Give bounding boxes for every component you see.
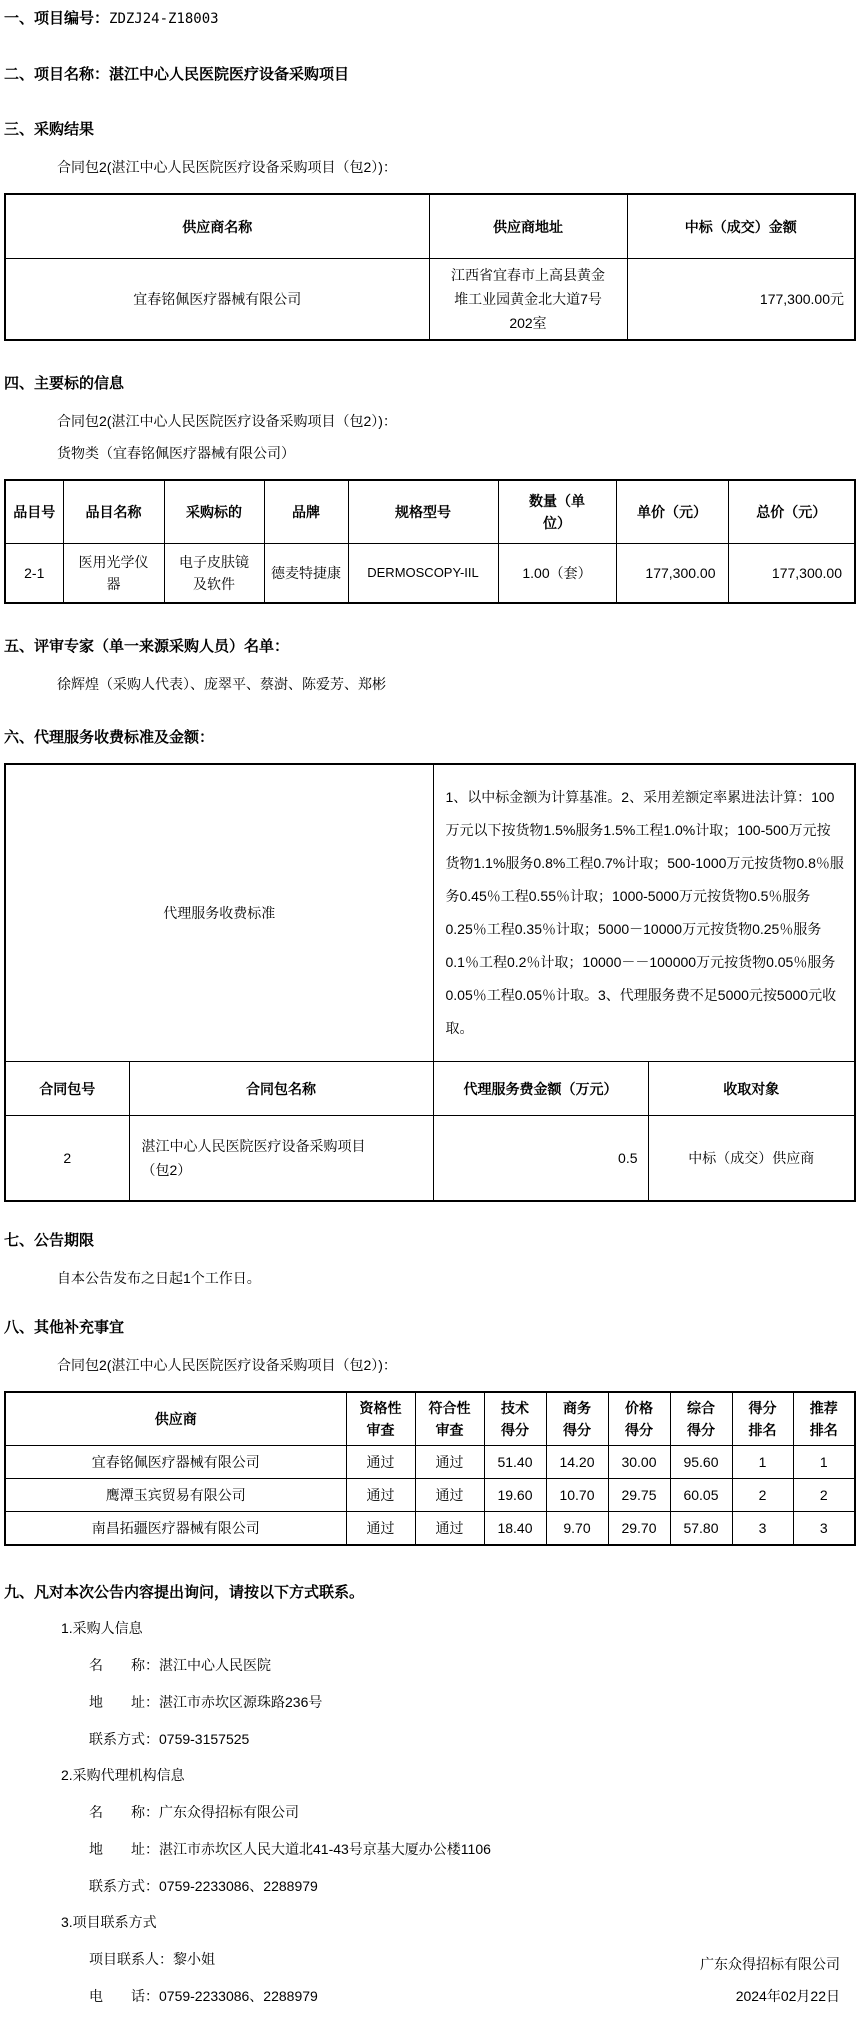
business-score-cell: 10.70 xyxy=(546,1479,608,1512)
supplier-name-cell: 宜春铭佩医疗器械有限公司 xyxy=(5,259,429,341)
package-no-cell: 2 xyxy=(5,1116,129,1202)
recommend-rank-cell: 3 xyxy=(793,1512,855,1546)
score-rank-cell: 3 xyxy=(732,1512,793,1546)
signature-date: 2024年02月22日 xyxy=(735,1988,840,2004)
subject-goods-intro: 货物类（宜春铭佩医疗器械有限公司） xyxy=(57,445,295,461)
business-score-cell: 14.20 xyxy=(546,1446,608,1479)
conformity-cell: 通过 xyxy=(415,1512,484,1546)
agency-info-heading: 2.采购代理机构信息 xyxy=(61,1767,185,1783)
qualification-cell: 通过 xyxy=(346,1479,415,1512)
col-fee-amount: 代理服务费金额（万元） xyxy=(433,1062,648,1116)
purchase-result-table xyxy=(4,193,856,341)
col-total-score: 综合得分 xyxy=(670,1392,732,1446)
agency-name: 名 称：广东众得招标有限公司 xyxy=(89,1804,299,1820)
section-experts-title: 五、评审专家（单一来源采购人员）名单： xyxy=(4,638,290,655)
unit-price-cell: 177,300.00 xyxy=(616,544,728,604)
col-business-score: 商务得分 xyxy=(546,1392,608,1446)
total-score-cell: 60.05 xyxy=(670,1479,732,1512)
purchaser-info-heading: 1.采购人信息 xyxy=(61,1620,143,1636)
fee-payer-cell: 中标（成交）供应商 xyxy=(648,1116,855,1202)
table-header-row xyxy=(5,194,855,259)
col-supplier: 供应商 xyxy=(5,1392,346,1446)
table-row xyxy=(5,544,855,604)
agency-fee-table xyxy=(4,763,856,1202)
table-row xyxy=(5,1512,855,1546)
total-price-cell: 177,300.00 xyxy=(728,544,855,604)
qualification-cell: 通过 xyxy=(346,1512,415,1546)
price-score-cell: 30.00 xyxy=(608,1446,670,1479)
price-score-cell: 29.70 xyxy=(608,1512,670,1546)
price-score-cell: 29.75 xyxy=(608,1479,670,1512)
model-cell: DERMOSCOPY-IIL xyxy=(348,544,498,604)
agency-phone: 联系方式：0759-2233086、2288979 xyxy=(89,1878,318,1894)
tech-score-cell: 51.40 xyxy=(484,1446,546,1479)
supplier-cell: 宜春铭佩医疗器械有限公司 xyxy=(5,1446,346,1479)
fee-standard-text: 1、以中标金额为计算基准。2、采用差额定率累进法计算：100万元以下按货物1.5%服务1.5%工程1.0%计取；100-500万元按货物1.1%服务0.8%工程0.7%计取；500-1000万元按货物0.8％服务0.45％工程0.55％计取；1000-5000万元按货物0.5％服务0.25％工程0.35％计取；5000－10000万元按货物0.25％服务0.1％工程0.2％计取；10000－－100000万元按货物0.05％服务0.05％工程0.05％计取。3、代理服务费不足5000元按5000元收取。 xyxy=(433,764,855,1062)
project-number-value: ZDZJ24-Z18003 xyxy=(109,11,219,27)
section-result-title: 三、采购结果 xyxy=(4,121,95,138)
section-contact-title: 九、凡对本次公告内容提出询问，请按以下方式联系。 xyxy=(4,1584,365,1601)
tech-score-cell: 18.40 xyxy=(484,1512,546,1546)
agency-address: 地 址：湛江市赤坎区人民大道北41-43号京基大厦办公楼1106 xyxy=(89,1841,491,1857)
fee-standard-row xyxy=(5,764,855,1062)
purchaser-address: 地 址：湛江市赤坎区源珠路236号 xyxy=(89,1694,323,1710)
brand-cell: 德麦特捷康 xyxy=(264,544,348,604)
project-contact-heading: 3.项目联系方式 xyxy=(61,1914,157,1930)
subject-package-intro: 合同包2(湛江中心人民医院医疗设备采购项目（包2）)： xyxy=(57,413,397,429)
col-fee-payer: 收取对象 xyxy=(648,1062,855,1116)
section-agency-fee-title: 六、代理服务收费标准及金额： xyxy=(4,729,215,746)
package-name-cell: 湛江中心人民医院医疗设备采购项目（包2） xyxy=(129,1116,433,1202)
col-package-no: 合同包号 xyxy=(5,1062,129,1116)
signature-company: 广东众得招标有限公司 xyxy=(700,1956,840,1972)
item-name-cell: 医用光学仪器 xyxy=(63,544,164,604)
section-supplement-title: 八、其他补充事宜 xyxy=(4,1319,125,1336)
fee-standard-label: 代理服务收费标准 xyxy=(5,764,433,1062)
business-score-cell: 9.70 xyxy=(546,1512,608,1546)
col-supplier-name: 供应商名称 xyxy=(5,194,429,259)
evaluation-table xyxy=(4,1391,856,1546)
result-package-intro: 合同包2(湛江中心人民医院医疗设备采购项目（包2）)： xyxy=(57,159,397,175)
score-rank-cell: 1 xyxy=(732,1446,793,1479)
col-conformity-review: 符合性审查 xyxy=(415,1392,484,1446)
table-header-row xyxy=(5,1062,855,1116)
procure-target-cell: 电子皮肤镜及软件 xyxy=(164,544,264,604)
item-no-cell: 2-1 xyxy=(5,544,63,604)
col-item-no: 品目号 xyxy=(5,480,63,544)
recommend-rank-cell: 1 xyxy=(793,1446,855,1479)
col-unit-price: 单价（元） xyxy=(616,480,728,544)
conformity-cell: 通过 xyxy=(415,1446,484,1479)
col-award-amount: 中标（成交）金额 xyxy=(627,194,855,259)
col-supplier-address: 供应商地址 xyxy=(429,194,627,259)
col-recommend-rank: 推荐排名 xyxy=(793,1392,855,1446)
notice-period-body: 自本公告发布之日起1个工作日。 xyxy=(57,1270,261,1286)
signature-block xyxy=(700,1948,840,2012)
purchaser-phone: 联系方式：0759-3157525 xyxy=(89,1731,250,1747)
qualification-cell: 通过 xyxy=(346,1446,415,1479)
fee-amount-cell: 0.5 xyxy=(433,1116,648,1202)
supplier-address-cell: 江西省宜春市上高县黄金堆工业园黄金北大道7号202室 xyxy=(429,259,627,341)
col-quantity: 数量（单位） xyxy=(498,480,616,544)
col-package-name: 合同包名称 xyxy=(129,1062,433,1116)
project-contact-person: 项目联系人：黎小姐 xyxy=(89,1951,215,1967)
experts-names: 徐辉煌（采购人代表）、庞翠平、蔡澍、陈爱芳、郑彬 xyxy=(57,676,386,692)
col-total-price: 总价（元） xyxy=(728,480,855,544)
section-subject-title: 四、主要标的信息 xyxy=(4,375,125,392)
table-row xyxy=(5,1446,855,1479)
conformity-cell: 通过 xyxy=(415,1479,484,1512)
col-qualification-review: 资格性审查 xyxy=(346,1392,415,1446)
table-header-row xyxy=(5,480,855,544)
project-contact-phone: 电 话：0759-2233086、2288979 xyxy=(89,1988,318,2004)
col-brand: 品牌 xyxy=(264,480,348,544)
total-score-cell: 57.80 xyxy=(670,1512,732,1546)
total-score-cell: 95.60 xyxy=(670,1446,732,1479)
score-rank-cell: 2 xyxy=(732,1479,793,1512)
col-model: 规格型号 xyxy=(348,480,498,544)
table-row xyxy=(5,259,855,341)
table-header-row xyxy=(5,1392,855,1446)
purchaser-name: 名 称：湛江中心人民医院 xyxy=(89,1657,271,1673)
supplier-cell: 鹰潭玉宾贸易有限公司 xyxy=(5,1479,346,1512)
col-score-rank: 得分排名 xyxy=(732,1392,793,1446)
supplier-cell: 南昌拓疆医疗器械有限公司 xyxy=(5,1512,346,1546)
quantity-cell: 1.00（套） xyxy=(498,544,616,604)
project-number-label: 一、项目编号： xyxy=(4,10,110,27)
section-project-name: 二、项目名称：湛江中心人民医院医疗设备采购项目 xyxy=(4,66,350,83)
table-row xyxy=(5,1116,855,1202)
col-price-score: 价格得分 xyxy=(608,1392,670,1446)
section-notice-period-title: 七、公告期限 xyxy=(4,1232,95,1249)
tech-score-cell: 19.60 xyxy=(484,1479,546,1512)
section-project-number xyxy=(4,8,854,30)
subject-info-table xyxy=(4,479,856,604)
col-procure-target: 采购标的 xyxy=(164,480,264,544)
recommend-rank-cell: 2 xyxy=(793,1479,855,1512)
table-row xyxy=(5,1479,855,1512)
col-item-name: 品目名称 xyxy=(63,480,164,544)
supplement-package-intro: 合同包2(湛江中心人民医院医疗设备采购项目（包2）)： xyxy=(57,1357,397,1373)
award-amount-cell: 177,300.00元 xyxy=(627,259,855,341)
col-tech-score: 技术得分 xyxy=(484,1392,546,1446)
